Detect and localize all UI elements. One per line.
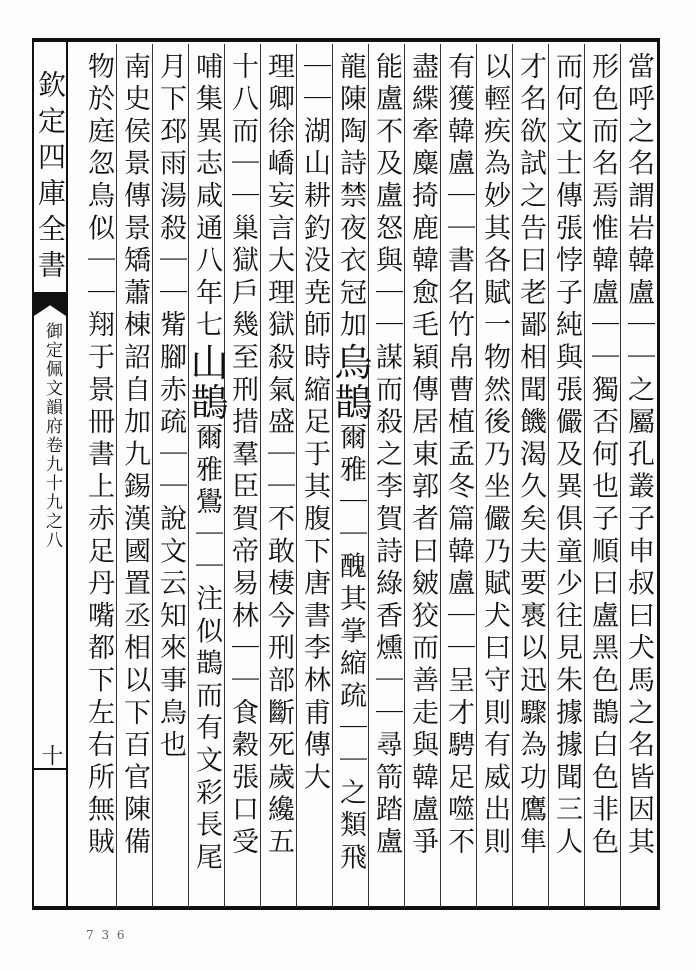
column-text: 哺集異志咸通八年七 [191,52,222,343]
text-column [224,44,260,906]
text-column [116,44,152,906]
column-text: 形色而名焉惟韓盧｜｜獨否何也子順曰盧黑色鵲白色非色 [587,52,618,860]
column-text: 龍陳陶詩禁夜衣冠加 [335,52,366,343]
column-text: 月下邳雨湯殺｜｜ [155,52,186,311]
column-text: 理卿徐嶠妄言大理獄殺氣盛｜｜不敢棲今刑部斷死歲纔五 [263,52,294,860]
column-text: 當呼之名謂岩韓盧｜｜之屬孔叢子申叔曰犬馬之名皆因其 [623,52,654,860]
text-column [368,44,404,906]
column-text: 物於庭忽鳥似｜｜翔于景冊書上赤足丹嘴都下左右所無賊 [83,52,114,860]
column-text: 時縮足于其腹下唐書李林甫傳大 [299,342,330,795]
column-text: 爾雅鷽｜｜注似鵲而有文彩長尾 [191,422,222,875]
column-text: 有獲韓盧｜｜書名竹帛曹植孟冬篇韓盧｜｜呈才騁足噬不 [443,52,474,860]
column-text: 能盧不及盧怒與｜｜謀而殺之李賀詩綠香燻｜｜尋箭踏盧 [371,52,402,860]
book-title: 欽定四庫全書 [34,70,67,286]
text-column [152,44,188,906]
column-text: 爾雅｜｜醜其掌縮疏｜｜之類飛 [335,422,366,875]
margin-rule [34,768,66,770]
volume-title: 御定佩文韻府卷九十九之八 [42,322,62,550]
entry-headword: 烏鵲 [328,342,372,423]
text-column [620,44,656,906]
text-column [584,44,620,906]
body-text [68,44,656,906]
column-text: 南史侯景傳景矯蕭棟詔自加九錫漢國置丞相以下百官陳備 [119,52,150,860]
text-column [296,44,332,906]
text-column [548,44,584,906]
column-text: 而何文士傳張悖子純與張儼及異俱童少往見朱據據聞三人 [551,52,582,860]
column-text: 以輕疾為妙其各賦一物然後乃坐儼乃賦犬曰守則有威出則 [479,52,510,860]
column-text: 才名欲試之告曰老鄙相聞饑渴久矣夫要褭以迅驟為功鷹隼 [515,52,546,860]
footer-mark: 7 3 6 [86,928,127,942]
page-number: 十 [38,744,63,766]
text-column [440,44,476,906]
text-column [328,44,372,906]
entry-headword: 山鵲 [184,342,228,423]
column-text: 盡緤牽麋掎鹿韓愈毛穎傳居東郭者曰皴狡而善走與韓盧爭 [407,52,438,860]
text-column [260,44,296,906]
text-column [512,44,548,906]
text-column [184,44,228,906]
column-text: 觜腳赤疏｜｜說文云知來事鳥也 [155,310,186,763]
text-column [476,44,512,906]
text-column [404,44,440,906]
column-text: 十八而｜｜巢獄戶幾至刑措羣臣賀帝易林｜｜食穀張口受 [227,52,258,860]
column-text: ｜｜湖山耕釣没尭師 [299,52,330,343]
text-column [80,44,116,906]
